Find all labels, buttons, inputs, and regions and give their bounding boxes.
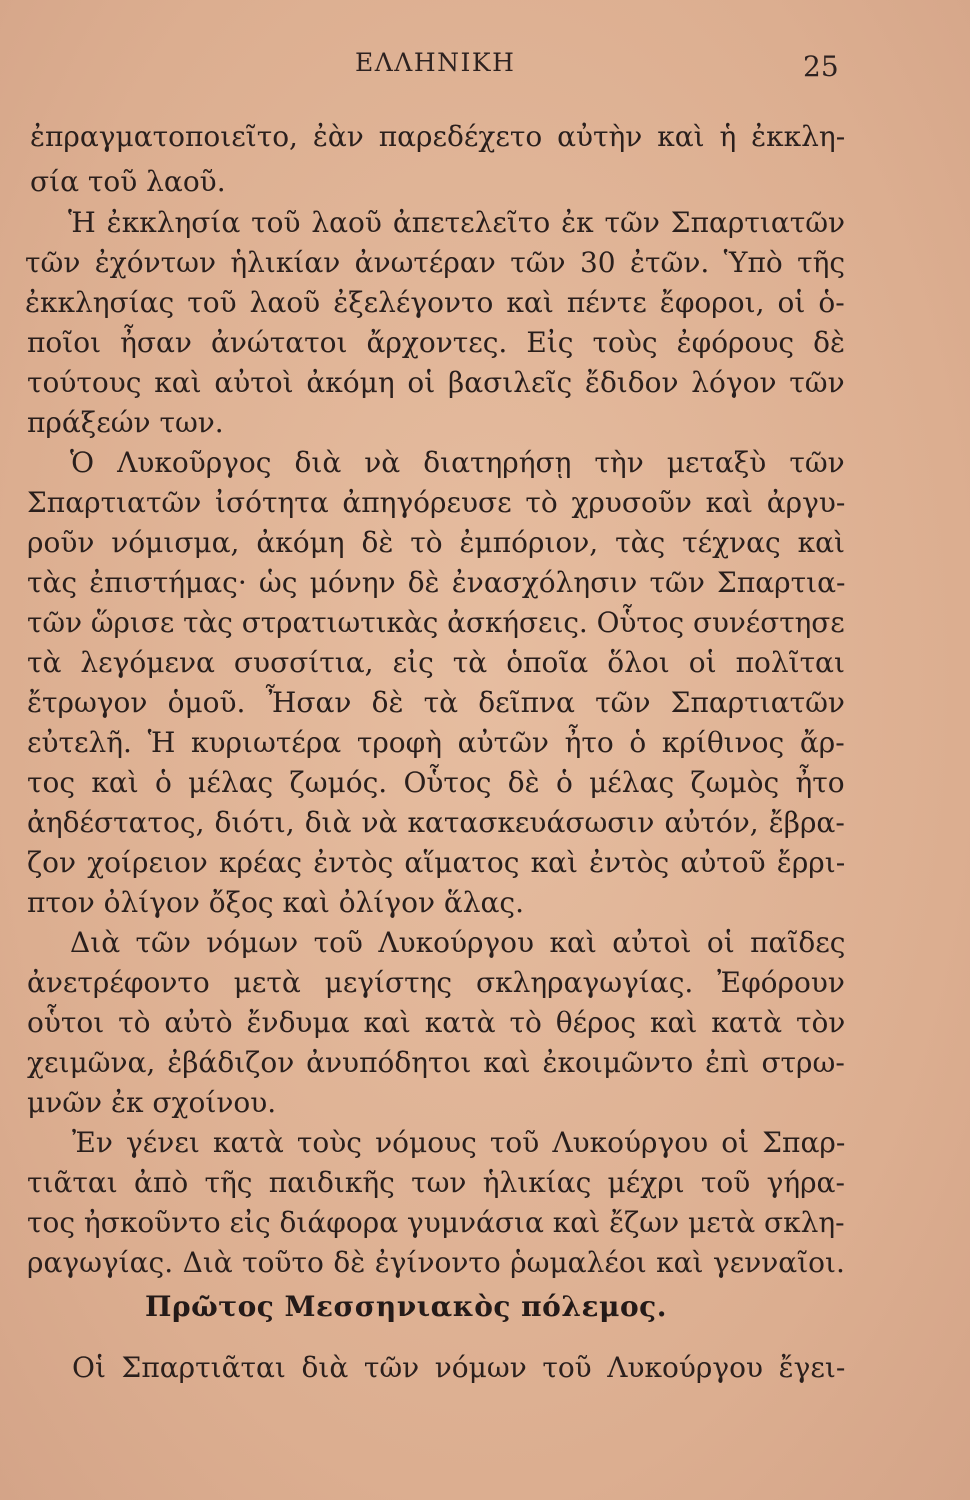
- text-line: εὐτελῆ. Ἡ κυριωτέρα τροφὴ αὐτῶν ἦτο ὁ κρίθινος ἄρ-: [27, 726, 845, 759]
- text-line: ἐκκλησίας τοῦ λαοῦ ἐξελέγοντο καὶ πέντε ἔφοροι, οἱ ὁ-: [25, 286, 845, 319]
- text-line: τῶν ἐχόντων ἡλικίαν ἀνωτέραν τῶν 30 ἐτῶν. Ὑπὸ τῆς: [25, 246, 846, 279]
- text-line: Οἱ Σπαρτιᾶται διὰ τῶν νόμων τοῦ Λυκούργου ἔγει-: [72, 1351, 846, 1384]
- text-line: Σπαρτιατῶν ἰσότητα ἀπηγόρευσε τὸ χρυσοῦν καὶ ἀργυ-: [27, 486, 846, 519]
- running-title: ΕΛΛΗΝΙΚΗ: [355, 48, 516, 77]
- text-line: σία τοῦ λαοῦ.: [30, 165, 226, 198]
- text-line: ἀηδέστατος, διότι, διὰ νὰ κατασκευάσωσιν αὐτόν, ἔβρα-: [27, 806, 845, 839]
- page-number: 25: [803, 50, 839, 83]
- text-line: τὰ λεγόμενα συσσίτια, εἰς τὰ ὁποῖα ὅλοι οἱ πολῖται: [27, 646, 845, 679]
- text-line: Διὰ τῶν νόμων τοῦ Λυκούργου καὶ αὐτοὶ οἱ παῖδες: [70, 926, 846, 959]
- text-line: Ὁ Λυκοῦργος διὰ νὰ διατηρήσῃ τὴν μεταξὺ τῶν: [70, 446, 845, 479]
- text-line: τὰς ἐπιστήμας· ὡς μόνην δὲ ἐνασχόλησιν τῶν Σπαρτια-: [27, 566, 846, 599]
- text-line: ποῖοι ἦσαν ἀνώτατοι ἄρχοντες. Εἰς τοὺς ἐφόρους δὲ: [27, 326, 845, 359]
- text-line: τος ἠσκοῦντο εἰς διάφορα γυμνάσια καὶ ἔζων μετὰ σκλη-: [27, 1206, 845, 1239]
- text-line: τούτους καὶ αὐτοὶ ἀκόμη οἱ βασιλεῖς ἔδιδον λόγον τῶν: [27, 366, 845, 399]
- text-line: χειμῶνα, ἐβάδιζον ἀνυπόδητοι καὶ ἐκοιμῶντο ἐπὶ στρω-: [27, 1046, 845, 1079]
- text-line: ροῦν νόμισμα, ἀκόμη δὲ τὸ ἐμπόριον, τὰς τέχνας καὶ: [27, 526, 845, 559]
- text-line: Ἡ ἐκκλησία τοῦ λαοῦ ἀπετελεῖτο ἐκ τῶν Σπαρτιατῶν: [68, 206, 846, 239]
- text-line: τῶν ὥρισε τὰς στρατιωτικὰς ἀσκήσεις. Οὗτος συνέστησε: [27, 606, 845, 639]
- text-line: μνῶν ἐκ σχοίνου.: [27, 1086, 277, 1119]
- text-line: ραγωγίας. Διὰ τοῦτο δὲ ἐγίνοντο ῥωμαλέοι καὶ γενναῖοι.: [27, 1246, 845, 1279]
- text-line: πτον ὀλίγον ὄξος καὶ ὀλίγον ἅλας.: [27, 886, 525, 919]
- text-line: τος καὶ ὁ μέλας ζωμός. Οὗτος δὲ ὁ μέλας ζωμὸς ἦτο: [27, 766, 845, 799]
- text-line: Ἐν γένει κατὰ τοὺς νόμους τοῦ Λυκούργου οἱ Σπαρ-: [72, 1126, 846, 1159]
- text-line: ἔτρωγον ὁμοῦ. Ἦσαν δὲ τὰ δεῖπνα τῶν Σπαρτιατῶν: [27, 686, 845, 719]
- text-line: ζον χοίρειον κρέας ἐντὸς αἵματος καὶ ἐντὸς αὐτοῦ ἔρρι-: [27, 846, 846, 879]
- text-line: ἀνετρέφοντο μετὰ μεγίστης σκληραγωγίας. Ἐφόρουν: [27, 966, 845, 999]
- text-line: τιᾶται ἀπὸ τῆς παιδικῆς των ἡλικίας μέχρι τοῦ γήρα-: [27, 1166, 845, 1199]
- text-line: ἐπραγματοποιεῖτο, ἐὰν παρεδέχετο αὐτὴν καὶ ἡ ἐκκλη-: [30, 120, 846, 153]
- section-heading: Πρῶτος Μεσσηνιακὸς πόλεμος.: [145, 1290, 667, 1323]
- text-line: οὗτοι τὸ αὐτὸ ἔνδυμα καὶ κατὰ τὸ θέρος καὶ κατὰ τὸν: [27, 1006, 846, 1039]
- text-line: πράξεών των.: [27, 406, 224, 439]
